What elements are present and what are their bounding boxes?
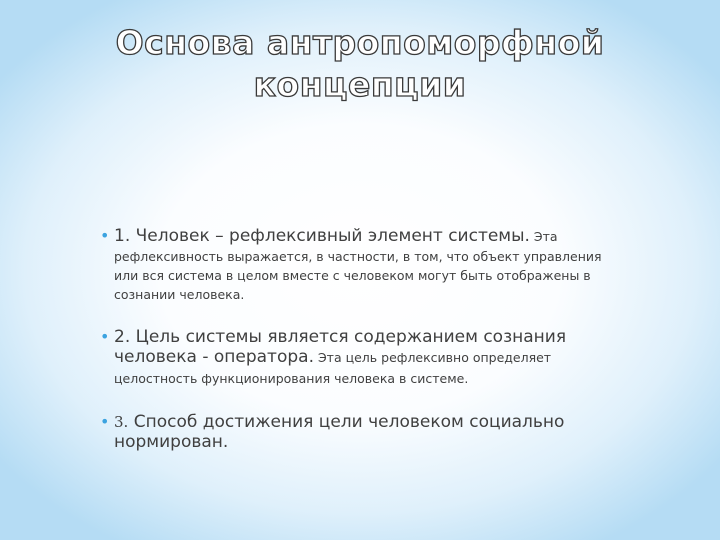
bullet-dot-icon: • (100, 327, 110, 346)
bullet-3-number: 3. (114, 413, 129, 431)
bullet-item-3 (100, 412, 620, 452)
bullet-1-detail: Эта рефлексивность выражается, в частности, в том, что объект управления или вся система в целом вместе с человеком могут быть отображены в сознании человека. (114, 229, 602, 302)
bullet-2-detail-continued: целостность функционирования человека в системе. (114, 371, 469, 386)
bullet-2-lead: 2. Цель системы является содержанием сознания человека - оператора. (114, 327, 567, 367)
title-line-2: концепции (253, 65, 467, 104)
bullet-3-lead: Способ достижения цели человеком социально нормирован. (114, 412, 565, 452)
bullet-item-2 (100, 327, 620, 386)
bullet-list (100, 226, 620, 452)
bullet-dot-icon: • (100, 226, 110, 245)
bullet-2-detail: Эта цель рефлексивно определяет (313, 350, 552, 365)
slide-title (60, 22, 660, 106)
bullet-item-1 (100, 226, 620, 303)
bullet-1-lead: 1. Человек – рефлексивный элемент системы. (114, 226, 530, 246)
bullet-dot-icon: • (100, 412, 110, 431)
title-line-1: Основа антропоморфной (115, 23, 605, 62)
